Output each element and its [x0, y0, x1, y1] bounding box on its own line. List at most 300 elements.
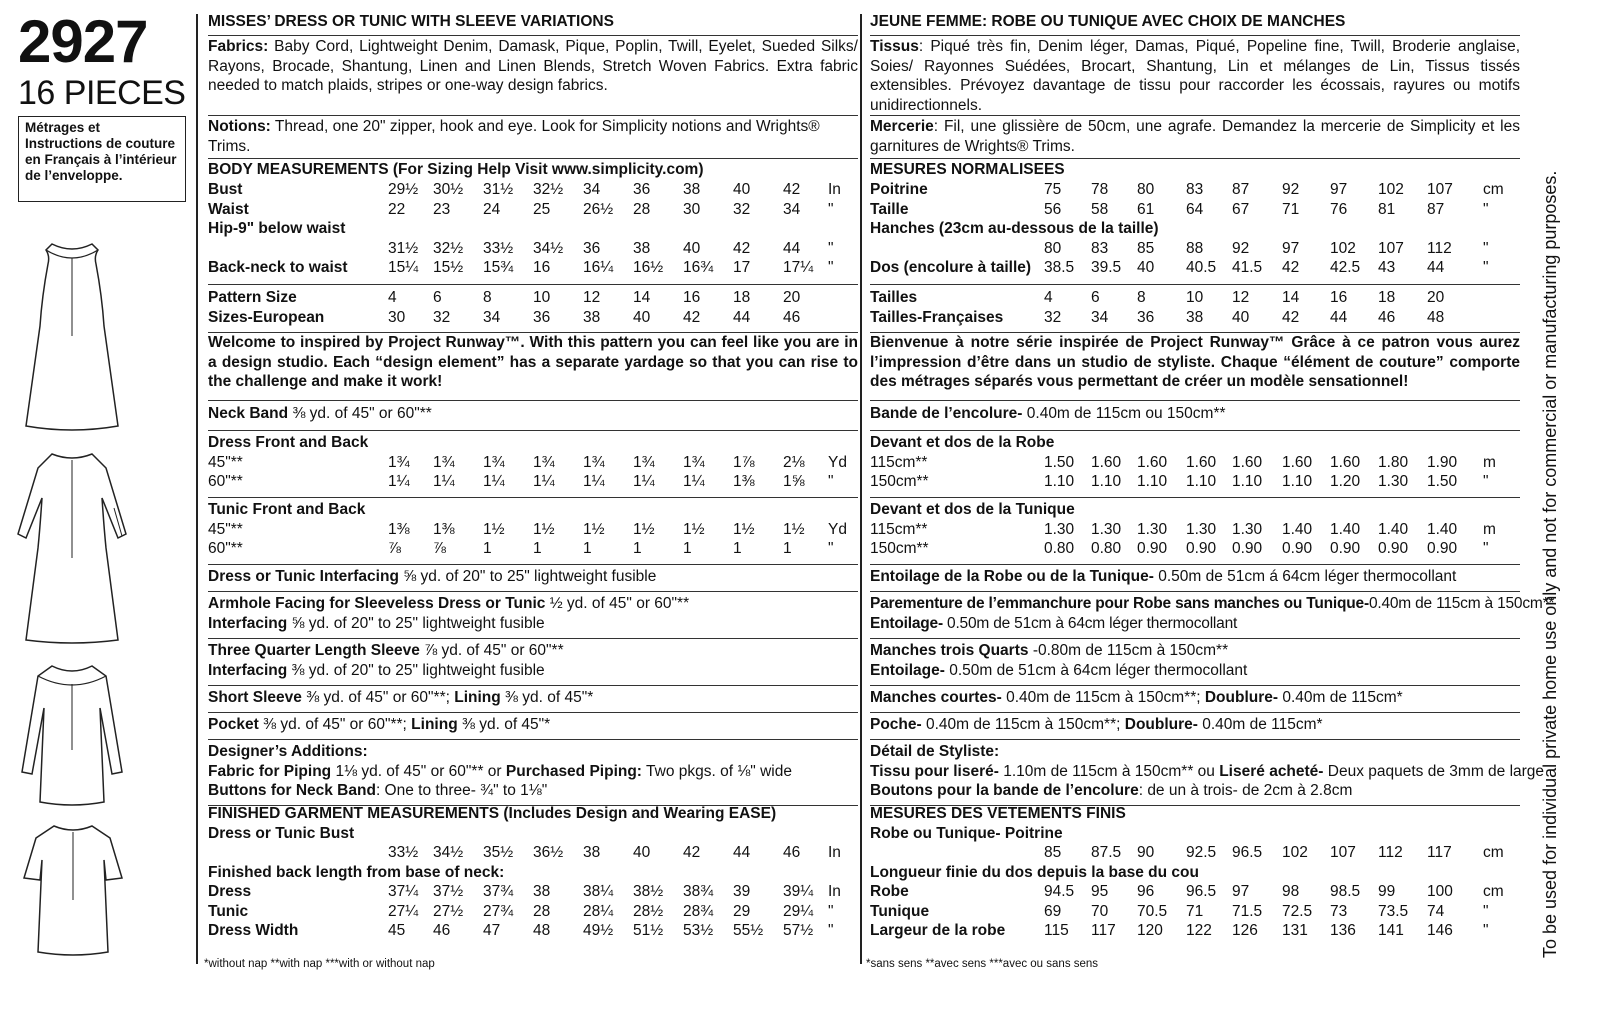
table-cell: 0.80 — [1091, 540, 1122, 557]
table-cell: 33½ — [388, 844, 419, 861]
row-label: 60"** — [208, 473, 243, 490]
short-sleeve-tunic-sketch — [18, 820, 128, 960]
french-footnote: *sans sens **avec sens ***avec ou sans sens — [866, 958, 1099, 970]
table-cell: 40 — [733, 181, 751, 198]
table-cell: 1.40 — [1330, 520, 1361, 538]
armhole-section — [208, 591, 858, 639]
manches-text: -0.80m de 115cm à 150cm** — [1032, 642, 1229, 659]
table-cell: 48 — [533, 922, 551, 939]
table-cell: cm — [1483, 181, 1504, 198]
finished-row — [870, 921, 1520, 941]
measure-row — [870, 258, 1520, 278]
row-label: Taille — [870, 200, 909, 218]
poche-doublure-label: Doublure- — [1124, 716, 1198, 733]
table-cell: 64 — [1186, 200, 1204, 218]
table-cell: 30 — [683, 200, 701, 218]
row-label: 60"** — [208, 540, 243, 557]
threequarter-tunic-sketch — [16, 660, 128, 810]
table-cell: 115 — [1044, 922, 1069, 939]
table-cell: 58 — [1091, 200, 1109, 218]
table-cell: 16 — [683, 289, 701, 306]
table-cell: 98 — [1282, 883, 1300, 900]
row-label: Robe — [870, 883, 909, 900]
table-cell: 40 — [633, 844, 651, 861]
table-cell: 99 — [1378, 883, 1396, 900]
tailles-table — [870, 286, 1520, 333]
table-cell: 74 — [1427, 902, 1445, 920]
table-cell: 23 — [433, 200, 451, 218]
pieces-count: 16 PIECES — [18, 74, 186, 112]
measure-row — [208, 258, 858, 278]
table-cell: 83 — [1091, 239, 1109, 257]
table-cell: " — [1483, 239, 1489, 257]
detail-styliste — [870, 739, 1545, 806]
table-cell: 1.20 — [1330, 473, 1361, 490]
armhole-interfacing-text: ⅝ yd. of 20" to 25" lightweight fusible — [291, 614, 545, 632]
table-cell: cm — [1483, 844, 1504, 861]
table-cell: 146 — [1427, 922, 1453, 939]
table-cell: 17¼ — [783, 259, 814, 276]
table-cell: 85 — [1044, 844, 1062, 861]
table-cell: 92 — [1232, 239, 1250, 257]
boutons-text: : de un à trois- de 2cm à 2.8cm — [1138, 782, 1353, 799]
table-cell: " — [1483, 200, 1489, 218]
table-cell: 1 — [733, 540, 742, 557]
styliste-label: Détail de Styliste: — [870, 743, 1000, 760]
table-cell: 34 — [783, 200, 801, 218]
buttons-label: Buttons for Neck Band — [208, 782, 376, 799]
table-cell: 1.30 — [1378, 473, 1409, 490]
mesures-normalisees — [870, 158, 1520, 285]
table-cell: 112 — [1378, 844, 1403, 861]
manches-courtes-section — [870, 685, 1520, 713]
table-cell: 75 — [1044, 181, 1062, 198]
pocket-section — [208, 712, 858, 740]
table-cell: 28 — [533, 902, 551, 920]
french-note-box: Métrages et Instructions de couture en Français à l’intérieur de l’enveloppe. — [18, 116, 186, 202]
piping-label: Fabric for Piping — [208, 762, 332, 780]
table-cell: " — [1483, 902, 1489, 920]
table-cell: 90 — [1137, 844, 1155, 861]
row-label: Tailles — [870, 289, 918, 306]
table-cell: 34 — [583, 181, 601, 198]
lisere-text: 1.10m de 115cm à 150cm** ou — [1003, 762, 1215, 780]
table-cell: 1¾ — [683, 453, 705, 471]
table-cell: 34 — [483, 308, 501, 326]
table-cell: 44 — [1330, 308, 1348, 326]
english-title: MISSES’ DRESS OR TUNIC WITH SLEEVE VARIATIONS — [208, 12, 858, 36]
table-cell: ⅞ — [388, 540, 401, 557]
table-cell: 87 — [1427, 200, 1445, 218]
table-cell: 1¼ — [433, 473, 455, 490]
table-cell: 38 — [583, 844, 601, 861]
table-cell: 42 — [733, 239, 751, 257]
row-label: Bust — [208, 181, 243, 198]
table-cell: 16¼ — [583, 259, 614, 276]
table-cell: In — [828, 181, 841, 198]
table-cell: 96.5 — [1186, 883, 1217, 900]
table-cell: 0.80 — [1044, 540, 1075, 557]
table-cell: 46 — [1378, 308, 1396, 326]
body-measurements — [208, 158, 858, 285]
yardage-row — [208, 472, 858, 492]
entoilage-text: 0.50m de 51cm á 64cm léger thermocollant — [1158, 568, 1457, 585]
pattern-number: 2927 — [18, 8, 148, 75]
purchased-piping-label: Purchased Piping: — [505, 762, 642, 780]
table-cell: 10 — [533, 289, 551, 306]
row-label: Sizes-European — [208, 308, 325, 326]
table-cell: 67 — [1232, 200, 1250, 218]
manches-courtes-text: 0.40m de 115cm à 150cm**; — [1006, 689, 1201, 706]
row-label: 115cm** — [870, 453, 928, 471]
neck-band-section — [208, 401, 858, 431]
table-cell: 35½ — [483, 844, 514, 861]
table-cell: 1¾ — [533, 453, 555, 471]
size-row — [870, 288, 1520, 308]
sleeve-dress-sketch — [14, 448, 130, 648]
table-cell: 1¼ — [683, 473, 705, 490]
lisere-achete-label: Liseré acheté- — [1219, 762, 1324, 780]
tissus-text: : Piqué très fin, Denim léger, Damas, Piqué, Popeline fine, Twill, Broderie anglaise, Soies/ Rayonnes Suédées, Brocart, Shantung, Lin et mélanges de Lin, Tissus tissés extensibles. Prévoyez davantage de tissu pour raccorder les écossais, rayures ou motifs unidirectionnels. — [870, 38, 1520, 114]
row-label: Poitrine — [870, 181, 928, 198]
table-cell: 97 — [1330, 181, 1348, 198]
fabrics-text: Baby Cord, Lightweight Denim, Damask, Pique, Poplin, Twill, Eyelet, Sueded Silks/ Rayons, Brocade, Shantung, Linen and Linen Blends, Stretch Woven Fabrics. Extra fabric needed to match plaids, stripes or one-way design fabrics. — [208, 38, 858, 94]
table-cell: 1 — [683, 540, 692, 557]
table-cell: 81 — [1378, 200, 1396, 218]
entoilage-section — [870, 564, 1520, 592]
table-cell: 78 — [1091, 181, 1109, 198]
designer-additions — [208, 739, 858, 806]
pocket-lining-label: Lining — [411, 716, 458, 733]
table-cell: 1.10 — [1044, 473, 1075, 490]
table-cell: 1.60 — [1282, 453, 1313, 471]
english-footnote: *without nap **with nap ***with or without nap — [204, 958, 435, 970]
encolure-label: Bande de l’encolure- — [870, 405, 1023, 422]
tissus-section — [870, 36, 1520, 116]
tunic-yardage — [208, 497, 858, 565]
robe-label: Devant et dos de la Robe — [870, 434, 1055, 451]
encolure-text: 0.40m de 115cm ou 150cm** — [1026, 405, 1226, 422]
row-label: Tailles-Françaises — [870, 308, 1004, 326]
table-cell: 56 — [1044, 200, 1062, 218]
table-cell: 45 — [388, 922, 406, 939]
table-cell: 36 — [583, 239, 601, 257]
table-cell: 42 — [783, 181, 801, 198]
fabrics-label: Fabrics: — [208, 38, 269, 55]
table-cell: 102 — [1378, 181, 1404, 198]
mercerie-label: Mercerie — [870, 118, 934, 135]
table-cell: 47 — [483, 922, 501, 939]
body-heading: BODY MEASUREMENTS (For Sizing Help Visit www.simplicity.com) — [208, 161, 704, 178]
table-cell: 1.30 — [1186, 520, 1217, 538]
manches-trois-quarts-section — [870, 638, 1520, 686]
table-cell: 71.5 — [1232, 902, 1263, 920]
parementure-section — [870, 591, 1555, 639]
table-cell: 28 — [633, 200, 651, 218]
row-label: Tunique — [870, 902, 930, 920]
table-cell: 39 — [733, 883, 751, 900]
bienvenue-text: Bienvenue à notre série inspirée de Project Runway™ Grâce à ce patron vous aurez l’impression d’être dans un studio de styliste. Chaque “élément de couture” comporte des métrages séparés vous permettant de créer un modèle sensationnel! — [870, 332, 1520, 401]
table-cell: 30 — [388, 308, 406, 326]
table-cell: 1½ — [683, 520, 705, 538]
table-cell: ⅞ — [433, 540, 446, 557]
column-divider — [196, 14, 198, 964]
table-cell: 1 — [533, 540, 542, 557]
table-cell: 102 — [1330, 239, 1356, 257]
doublure-label: Doublure- — [1204, 689, 1279, 706]
table-cell: 72.5 — [1282, 902, 1313, 920]
table-cell: 27½ — [433, 902, 464, 920]
table-cell: 37½ — [433, 883, 464, 900]
table-cell: 32½ — [533, 181, 564, 198]
lisere-achete-text: Deux paquets de 3mm de large — [1327, 762, 1545, 780]
table-cell: 25 — [533, 200, 551, 218]
table-cell: 27¾ — [483, 902, 514, 920]
usage-disclaimer: To be used for individual private home use only and not for commercial or manufacturing purposes. — [1540, 170, 1560, 958]
table-cell: 18 — [1378, 289, 1396, 306]
table-cell: 46 — [783, 308, 801, 326]
table-cell: 126 — [1232, 922, 1258, 939]
table-cell: 70.5 — [1137, 902, 1168, 920]
table-cell: 1⅜ — [433, 520, 455, 538]
mercerie-text: : Fil, une glissière de 50cm, une agrafe. Demandez la mercerie de Simplicity et les garnitures de Wrights® Trims. — [870, 118, 1520, 155]
yardage-row — [208, 539, 858, 559]
notions-text: Thread, one 20" zipper, hook and eye. Look for Simplicity notions and Wrights® Trims. — [208, 118, 820, 155]
table-cell: 15½ — [433, 259, 464, 276]
table-cell: 1⅝ — [783, 473, 805, 490]
table-cell: 44 — [1427, 259, 1445, 276]
table-cell: 1¾ — [433, 453, 455, 471]
parementure-text: 0.40m de 115cm à 150cm** — [1368, 595, 1555, 612]
table-cell: 15¾ — [483, 259, 514, 276]
short-sleeve-section — [208, 685, 858, 713]
table-cell: 38 — [1186, 308, 1204, 326]
table-cell: 51½ — [633, 922, 664, 939]
table-cell: 10 — [1186, 289, 1204, 306]
table-cell: 120 — [1137, 922, 1163, 939]
table-cell: 0.90 — [1427, 540, 1458, 557]
yardage-row — [870, 520, 1520, 540]
table-cell: Yd — [828, 520, 847, 538]
mercerie-section — [870, 116, 1520, 159]
table-cell: In — [828, 844, 841, 861]
poche-text: 0.40m de 115cm à 150cm**; — [926, 716, 1121, 733]
table-cell: 1.50 — [1427, 473, 1458, 490]
table-cell: 1¼ — [483, 473, 505, 490]
table-cell: 1½ — [483, 520, 505, 538]
table-cell: 141 — [1378, 922, 1404, 939]
row-label: Waist — [208, 200, 249, 218]
table-cell: 1¾ — [388, 453, 410, 471]
table-cell: 71 — [1186, 902, 1204, 920]
table-cell: 0.90 — [1282, 540, 1313, 557]
table-cell: 44 — [733, 308, 751, 326]
measure-row — [208, 200, 858, 220]
table-cell: 38 — [533, 883, 551, 900]
measure-row — [870, 219, 1520, 239]
row-label: 45"** — [208, 520, 243, 538]
left-panel — [0, 0, 192, 1016]
table-cell: " — [828, 473, 834, 490]
notions-label: Notions: — [208, 118, 271, 135]
table-cell: 36 — [1137, 308, 1155, 326]
table-cell: 42.5 — [1330, 259, 1361, 276]
table-cell: 38¼ — [583, 883, 614, 900]
table-cell: 1½ — [733, 520, 755, 538]
table-cell: 14 — [633, 289, 651, 306]
table-cell: 131 — [1282, 922, 1308, 939]
table-cell: 44 — [783, 239, 801, 257]
table-cell: 55½ — [733, 922, 764, 939]
row-label: Hip-9" below waist — [208, 220, 346, 237]
interfacing-label: Dress or Tunic Interfacing — [208, 568, 399, 585]
size-row — [870, 308, 1520, 328]
table-cell: 100 — [1427, 883, 1453, 900]
table-cell: 87.5 — [1091, 844, 1122, 861]
table-cell: 34½ — [533, 239, 564, 257]
finished-heading: FINISHED GARMENT MEASUREMENTS (Includes Design and Wearing EASE) — [208, 805, 777, 822]
table-cell: 107 — [1330, 844, 1356, 861]
short-lining-text: ⅜ yd. of 45"* — [505, 689, 594, 706]
table-cell: 92 — [1282, 181, 1300, 198]
tunic-label: Tunic Front and Back — [208, 501, 366, 518]
table-cell: 0.90 — [1378, 540, 1409, 557]
row-label: 45"** — [208, 453, 243, 471]
armhole-interfacing-label: Interfacing — [208, 614, 288, 632]
table-cell: 40.5 — [1186, 259, 1217, 276]
table-cell: " — [828, 239, 834, 257]
table-cell: " — [1483, 473, 1489, 490]
table-cell: " — [828, 922, 834, 939]
row-label: 150cm** — [870, 540, 929, 557]
table-cell: 20 — [1427, 289, 1445, 306]
table-cell: In — [828, 883, 841, 900]
table-cell: 1.30 — [1044, 520, 1075, 538]
row-label: Back-neck to waist — [208, 259, 348, 276]
tissus-label: Tissus — [870, 38, 919, 55]
table-cell: 92.5 — [1186, 844, 1217, 861]
buttons-text: : One to three- ¾" to 1⅛" — [375, 782, 548, 799]
poche-section — [870, 712, 1520, 740]
table-cell: 98.5 — [1330, 883, 1361, 900]
table-cell: 32 — [433, 308, 451, 326]
table-cell: 1.10 — [1186, 473, 1217, 490]
table-cell: 42 — [1282, 259, 1300, 276]
table-cell: 39¼ — [783, 883, 814, 900]
table-cell: 15¼ — [388, 259, 419, 276]
table-cell: 1.60 — [1330, 453, 1361, 471]
table-cell: 71 — [1282, 200, 1300, 218]
short-sleeve-text: ⅜ yd. of 45" or 60"**; — [306, 689, 450, 706]
table-cell: 1½ — [633, 520, 655, 538]
table-cell: 1¼ — [633, 473, 655, 490]
table-cell: 41.5 — [1232, 259, 1263, 276]
welcome-text: Welcome to inspired by Project Runway™. With this pattern you can feel like you are in a design studio. Each “design element” has a separate yardage so that you can rise to the challenge and make it work! — [208, 332, 858, 401]
doublure-text: 0.40m de 115cm* — [1282, 689, 1403, 706]
table-cell: 1.80 — [1378, 453, 1409, 471]
table-cell: 1⅞ — [733, 453, 755, 471]
yardage-row — [870, 539, 1520, 559]
table-cell: 87 — [1232, 181, 1250, 198]
table-cell: 53½ — [683, 922, 714, 939]
size-row — [208, 308, 858, 328]
table-cell: 28½ — [633, 902, 664, 920]
table-cell: 96 — [1137, 883, 1155, 900]
table-cell: 0.90 — [1186, 540, 1217, 557]
fabrics-section — [208, 36, 858, 116]
table-cell: 117 — [1427, 844, 1452, 861]
threeq-label: Three Quarter Length Sleeve — [208, 642, 420, 659]
table-cell: 1.40 — [1427, 520, 1458, 538]
mesures-heading: MESURES NORMALISEES — [870, 161, 1065, 178]
manches-entoilage-text: 0.50m de 51cm à 64cm léger thermocollant — [949, 661, 1248, 679]
neck-band-label: Neck Band — [208, 405, 289, 422]
row-label: 150cm** — [870, 473, 929, 490]
table-cell: 40 — [1232, 308, 1250, 326]
measure-row — [208, 239, 858, 259]
table-cell: 8 — [483, 289, 492, 306]
yardage-row — [870, 472, 1520, 492]
yardage-row — [208, 453, 858, 473]
dress-label: Dress Front and Back — [208, 434, 369, 451]
table-cell: 1.60 — [1232, 453, 1263, 471]
table-cell: 107 — [1378, 239, 1404, 257]
table-cell: " — [828, 259, 834, 276]
table-cell: 36½ — [533, 844, 564, 861]
table-cell: 40 — [633, 308, 651, 326]
interfacing-section — [208, 564, 858, 592]
parementure-entoilage-text: 0.50m de 51cm à 64cm léger thermocollant — [947, 614, 1238, 632]
table-cell: 117 — [1091, 922, 1116, 939]
armhole-text: ½ yd. of 45" or 60"** — [549, 595, 690, 612]
table-cell: 1½ — [533, 520, 555, 538]
table-cell: 20 — [783, 289, 801, 306]
table-cell: " — [828, 540, 834, 557]
table-cell: 16½ — [633, 259, 664, 276]
table-cell: 38 — [633, 239, 651, 257]
table-cell: 1.30 — [1232, 520, 1263, 538]
row-label: Dos (encolure à taille) — [870, 259, 1032, 276]
table-cell: 34 — [1091, 308, 1109, 326]
table-cell: 1.90 — [1427, 453, 1458, 471]
size-table — [208, 286, 858, 333]
table-cell: 0.90 — [1137, 540, 1168, 557]
table-cell: 1 — [483, 540, 492, 557]
table-cell: 1.40 — [1378, 520, 1409, 538]
table-cell: 38 — [683, 181, 701, 198]
size-row — [208, 288, 858, 308]
table-cell: 32 — [1044, 308, 1062, 326]
table-cell: " — [828, 200, 834, 218]
table-cell: 31½ — [388, 239, 419, 257]
pocket-label: Pocket — [208, 716, 259, 733]
poche-doublure-text: 0.40m de 115cm* — [1202, 716, 1323, 733]
table-cell: 80 — [1137, 181, 1155, 198]
row-label: Dress — [208, 883, 252, 900]
parementure-entoilage-label: Entoilage- — [870, 614, 943, 632]
row-label: Largeur de la robe — [870, 922, 1006, 939]
table-cell: 36 — [633, 181, 651, 198]
table-cell: 24 — [483, 200, 501, 218]
table-cell: 30½ — [433, 181, 464, 198]
table-cell: 1 — [583, 540, 592, 557]
pocket-text: ⅜ yd. of 45" or 60"**; — [263, 716, 407, 733]
table-cell: 1½ — [583, 520, 605, 538]
table-cell: 1.60 — [1186, 453, 1217, 471]
table-cell: 38.5 — [1044, 259, 1075, 276]
encolure-section — [870, 401, 1520, 431]
table-cell: 1 — [783, 540, 792, 557]
